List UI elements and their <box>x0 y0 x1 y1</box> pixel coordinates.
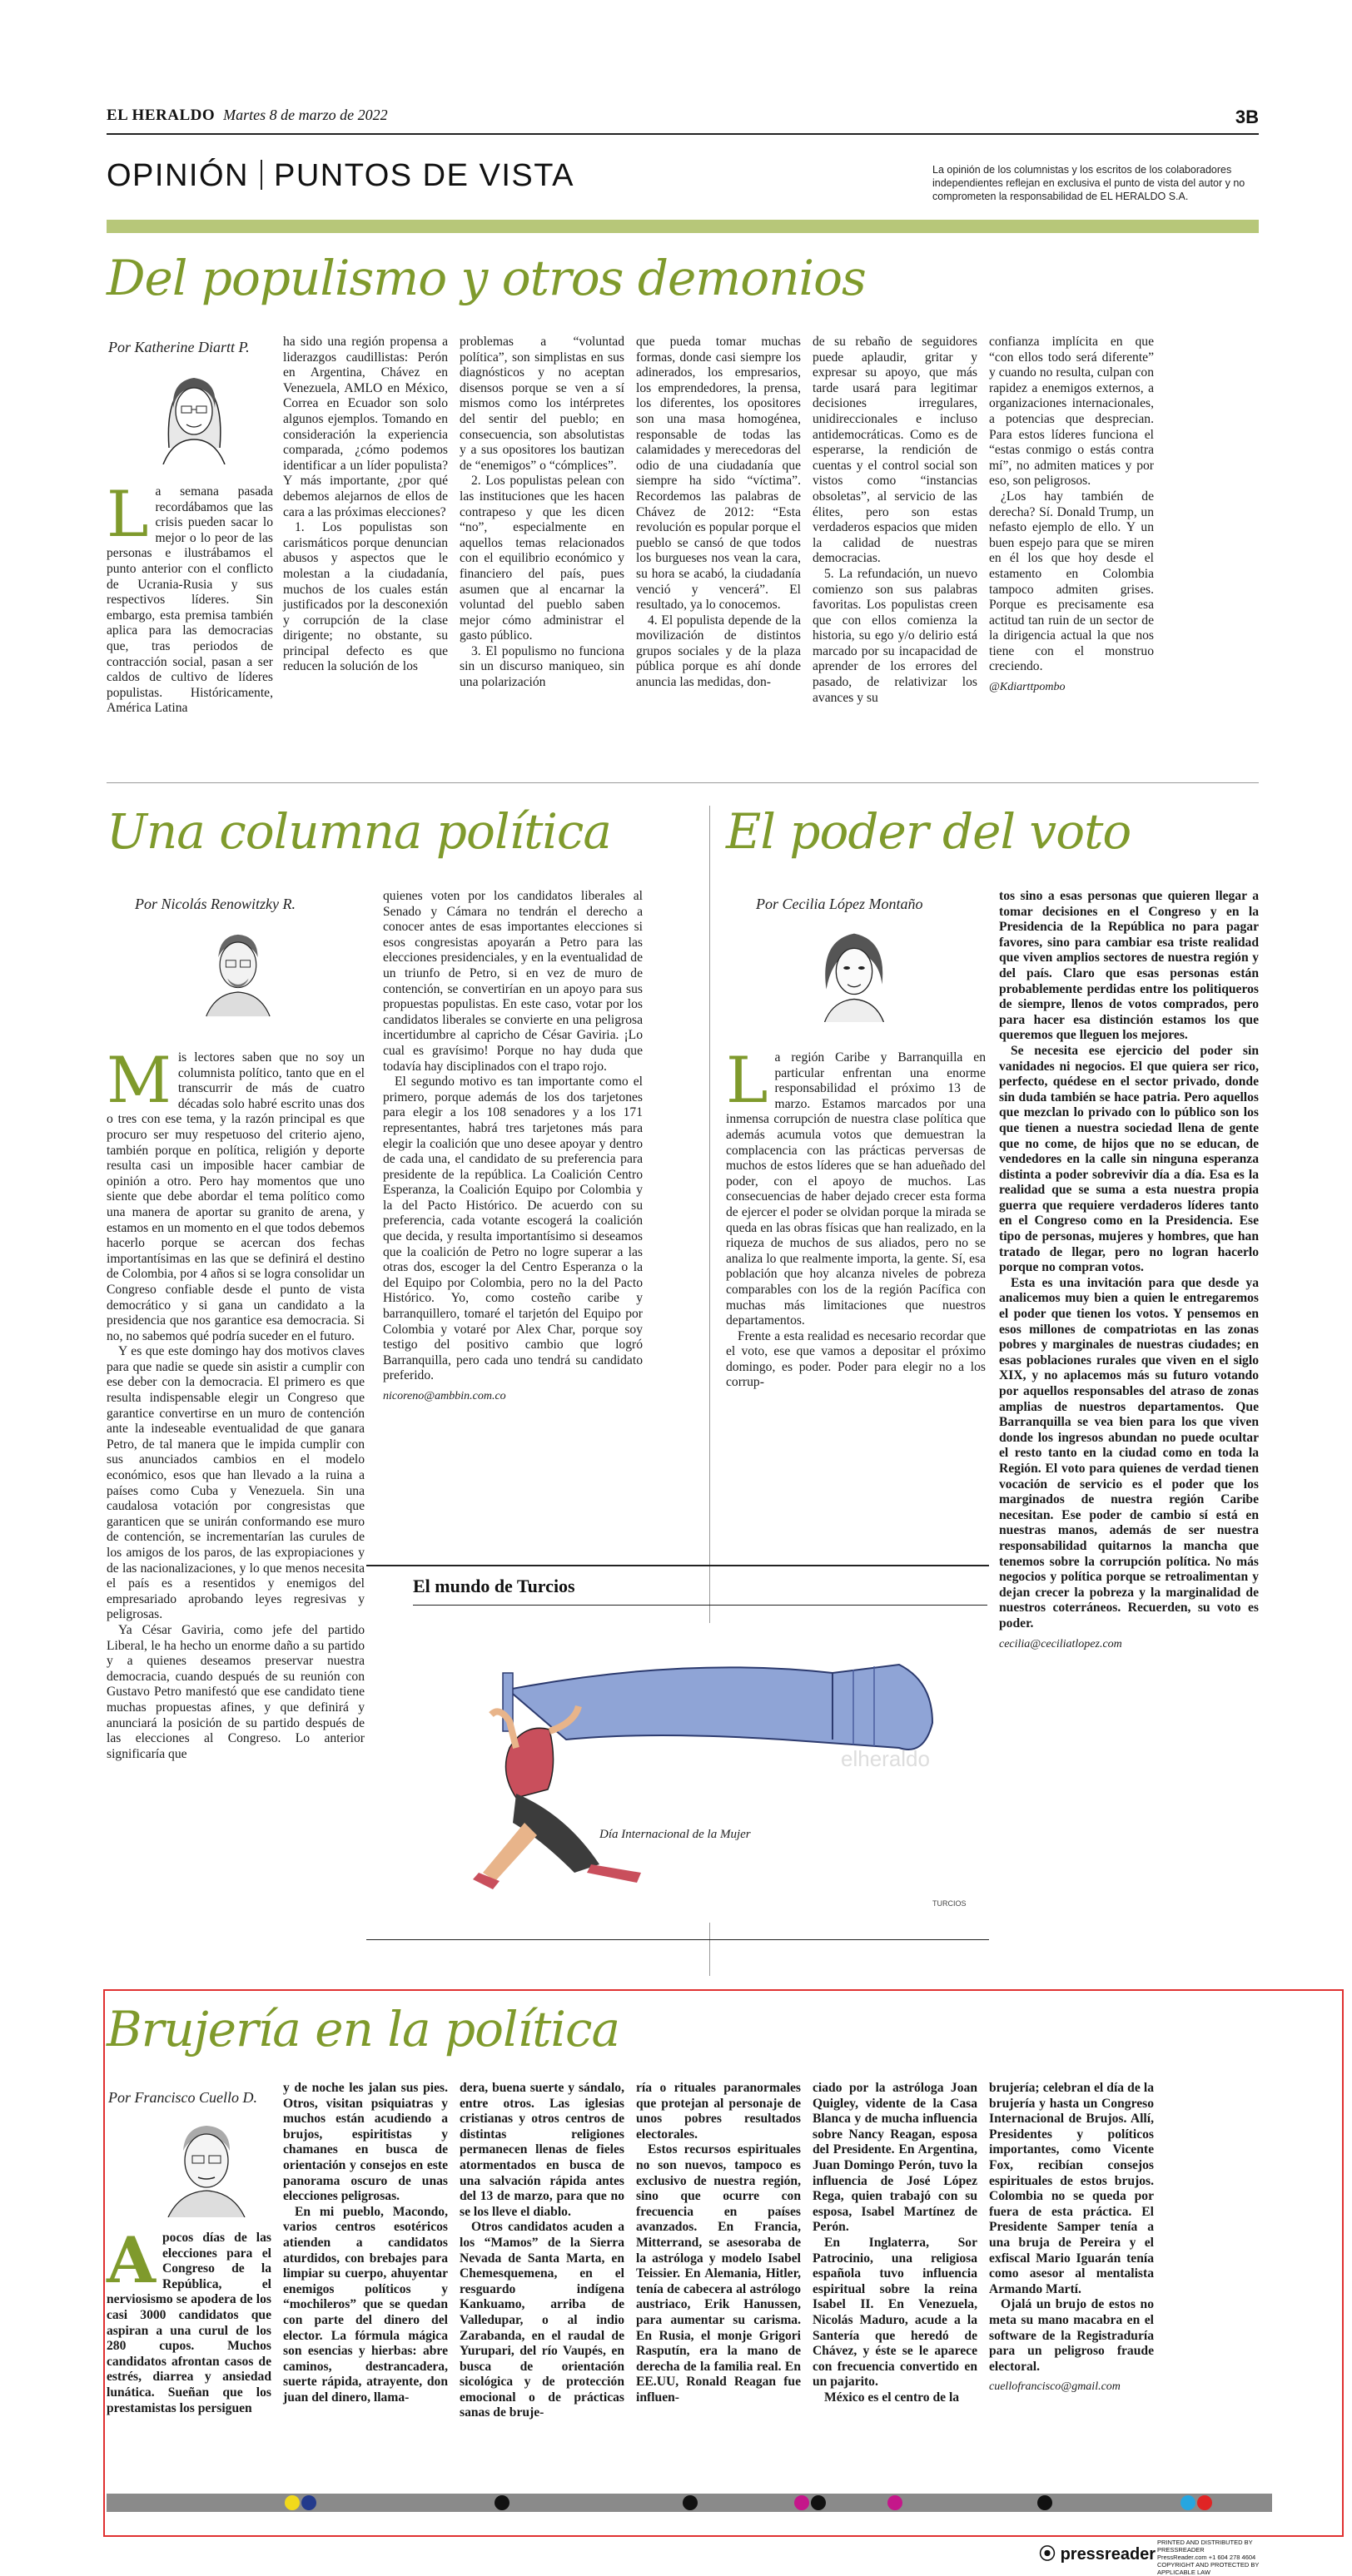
color-dot-black <box>1037 2495 1052 2510</box>
article4-column-1 <box>107 2223 271 2416</box>
article2-author-portrait <box>196 916 279 1019</box>
article4-column-4 <box>636 2081 801 2405</box>
article1-column-4 <box>636 335 801 691</box>
cartoon-watermark: elheraldo <box>841 1746 930 1771</box>
article1-column-2 <box>283 335 448 675</box>
article4-col-text <box>283 2081 448 2405</box>
article1-author-portrait <box>148 356 240 464</box>
article4-col-text: pocos días de las elecciones para el Congreso de la República, el nerviosismo se apodera de los casi 3000 candidatos que aspiran a una curul de los 280 cupos. Muchos candidatos afrontan casos de estrés, diarrea y ansiedad lunática. Sueñan que los prestamistas los persiguen <box>107 2231 271 2415</box>
article3-column-2 <box>999 889 1259 1652</box>
paragraph: Se necesita ese ejercicio del poder sin vanidades ni negocios. El que quiera ser rico, perfecto, quédese en el sector privado, donde sin duda también se hace patria. Pero aquellos que mezclan lo privado con lo público son los que tienen a nuestra sociedad llena de gente que no come, de hijos que no se educan, de vendedores en la calle sin ninguna esperanza distinta a poder sobrevivir día a día. Esa es la realidad que se suma a esta nuestra propia guerra que requiere verdaderos líderes tanto en el Congreso como en la Presidencia. Ese tipo de personas, mujeres y hombres, que han tratado de llegar, pero no logran hacerlo porque no compran votos. <box>999 1043 1259 1275</box>
article4-col-text <box>813 2081 977 2405</box>
paragraph: y de noche les jalan sus pies. Otros, visitan psiquiatras y muchos están acudiendo a brujos, espiritistas y chamanes en busca de orientación y consejos en este panorama oscuro de unas elecciones peligrosas. <box>283 2081 448 2204</box>
article3-col-text <box>999 889 1259 1632</box>
article4-signature: cuellofrancisco@gmail.com <box>989 2380 1121 2394</box>
pressreader-phone: PressReader.com +1 604 278 4604 <box>1157 2554 1256 2561</box>
color-dot-blue <box>301 2495 316 2510</box>
article4-column-3 <box>460 2081 624 2421</box>
pressreader-printed: PRINTED AND DISTRIBUTED BY PRESSREADER <box>1157 2539 1253 2554</box>
paragraph: ha sido una región propensa a liderazgos caudillistas: Perón en Argentina, Chávez en Venezuela, AMLO en México, Correa en Ecuador son solo algunos ejemplos. Tomando en consideración la experiencia comparada, ¿cómo podemos identificar a un líder populista? Y más importante, ¿por qué debemos alejarnos de ellos de cara a las próximas elecciones? <box>283 335 448 519</box>
paragraph: is lectores saben que no soy un columnista político, tanto que en el transcurrir de más de cuatro décadas solo habré escrito unas dos o tres con ese tema, y la razón principal es que procuro ser muy respetuoso del criterio ajeno, también porque en política, religión y deporte resulta casi un imposible hacer cambiar de opinión a otro. Pero hay momentos que uno siente que debe abordar el tema político como una manera de aportar su granito de arena, y estamos en un momento en el que todos debemos hacerlo porque se acercan dos fechas importantísimas en las que se definirá el destino de Colombia, por 4 años si se logra consolidar un Congreso confiable desde el punto de vista democrático y si gana un candidato a la presidencia que nos garantice esa democracia. Si no, no sabemos qué podría suceder en el futuro. <box>107 1050 365 1343</box>
section-divider <box>261 160 262 190</box>
paragraph: 5. La refundación, un nuevo comienzo son sus palabras favoritas. Los populistas creen que con ellos comienza la historia, su ego y/o delirio está marcado por su incapacidad de aprender de los errores del pasado, de relativizar los avances y su <box>813 566 977 705</box>
paragraph: 4. El populista depende de la movilización de distintos grupos sociales y de la plaza pública porque es ahí donde anuncia las medidas, don- <box>636 613 801 690</box>
color-dot-black <box>683 2495 698 2510</box>
article3-author-portrait <box>808 916 899 1022</box>
section-green-bar <box>107 220 1259 233</box>
article4-byline: Por Francisco Cuello D. <box>108 2089 257 2106</box>
paragraph: tos sino a esas personas que quieren llegar a tomar decisiones en el Congreso y en la Presidencia de la República no para pagar favores, sino para cambiar esa triste realidad que viven amplios sectores de nuestra región y del país. Claro que esas personas están probablemente perdidas entre los politiqueros de siempre, llenos de votos comprados, pero para hacer esa distinción estamos los que queremos que lleguen los mejores. <box>999 889 1259 1043</box>
article2-column-1 <box>107 1043 365 1762</box>
masthead <box>107 107 1259 135</box>
color-dot-magenta <box>794 2495 809 2510</box>
paragraph: ría o rituales paranormales que protejan al personaje de unos pobres resultados electorales. <box>636 2081 801 2142</box>
color-dot-black <box>495 2495 509 2510</box>
article2-signature: nicoreno@ambbin.com.co <box>383 1390 506 1402</box>
article4-column-6 <box>989 2081 1154 2395</box>
paragraph: 1. Los populistas son carismáticos porque denuncian abusos y aspectos que le molestan a la ciudadanía, muchos de los cuales están justificados por la desconexión y corrupción de la clase dirigente; no obstante, su principal defecto es que reducen la solución de los <box>283 520 448 674</box>
paragraph: brujería; celebran el día de la brujería y hasta un Congreso Internacional de Brujos. Allí, Presidentes y políticos importantes, como Vicente Fox, recibían consejos espirituales de estos brujos. Colombia no se queda por fuera de esta práctica. El Presidente Samper tenía a una bruja de Pereira y el exfiscal Mario Iguarán tenía como asesor al mentalista Armando Martí. <box>989 2081 1154 2296</box>
cartoon-caption: Día Internacional de la Mujer <box>599 1828 751 1841</box>
paragraph: Frente a esta realidad es necesario recordar que el voto, ese que vamos a depositar el próximo domingo, es poder. Poder para elegir no a los corrup- <box>726 1328 986 1390</box>
section-subname: PUNTOS DE VISTA <box>273 158 575 193</box>
paragraph: En mi pueblo, Macondo, varios centros esotéricos atienden a candidatos aturdidos, con brebajes para limpiar su cuerpo, ahuyentar enemigos políticos y “mochileros” que se quedan con parte del dinero del elector. La fórmula mágica son esencias y hierbas: abre caminos, destrancadera, suerte rápida, atrayente, don juan del dinero, llama- <box>283 2204 448 2405</box>
article2-title: Una columna política <box>107 803 611 860</box>
article1-column-1 <box>107 477 273 717</box>
article4-column-2 <box>283 2081 448 2405</box>
article4-col-text <box>460 2081 624 2421</box>
issue-date: Martes 8 de marzo de 2022 <box>223 107 388 123</box>
cartoon-top-rule <box>366 1565 989 1566</box>
paragraph: problemas a “voluntad política”, son simplistas en sus diagnósticos y no aceptan disensos porque se ven a sí mismos como los intérpretes del sentir del pueblo; en consecuencia, son absolutistas y a sus opositores los bautizan de “enemigos” o “cómplices”. <box>460 335 624 473</box>
masthead-rule <box>107 133 1259 135</box>
paragraph: quienes voten por los candidatos liberales al Senado y Cámara no tendrán el derecho a conocer antes de esas importantes elecciones si esos congresistas apoyarán a Petro para las elecciones presidenciales, y en la eventualidad de un triunfo de Petro, si en vez de muro de contención, se convertirían en un apoyo para sus propuestas populistas. En este caso, votar por los candidatos liberales se convierte en una peligrosa incertidumbre al capricho de César Gaviria. ¡Lo cual es gravísimo! Porque no hay duda que todavía hay disciplinados con el trapo rojo. <box>383 889 643 1074</box>
section-disclaimer: La opinión de los columnistas y los escritos de los colaboradores independientes reflejan en exclusiva el punto de vista del autor y no comprometen la responsabilidad de EL HERALDO S.A. <box>932 164 1245 202</box>
article2-col-text <box>383 889 643 1384</box>
article1-column-6 <box>989 335 1154 696</box>
article4-column-5 <box>813 2081 977 2405</box>
article1-col-text: a semana pasada recordábamos que las crisis pueden sacar lo mejor o lo peor de las personas e ilustrábamos el punto anterior con el conflicto de Ucrania-Rusia y sus respectivos líderes. Sin embargo, esta premisa también aplica para las democracias que, tras periodos de contracción social, pasan a ser caldos de cultivo de líderes populistas. Históricamente, América Latina <box>107 484 273 716</box>
color-dot-magenta <box>887 2495 902 2510</box>
pressreader-logo: ⦿ pressreader <box>1039 2545 1156 2564</box>
article2-column-2 <box>383 889 643 1405</box>
printer-color-bar <box>107 2494 1272 2512</box>
color-dot-cyan <box>1181 2495 1195 2510</box>
color-dot-yellow <box>285 2495 300 2510</box>
article4-title: Brujería en la política <box>107 2001 620 2057</box>
paragraph: En Inglaterra, Sor Patrocinio, una religiosa española tuvo influencia espiritual sobre la reina Isabel II. En Venezuela, Nicolás Maduro, acude a la Santería que heredó de Chávez, y éste se le aparece con frecuencia convertido en un pajarito. <box>813 2235 977 2390</box>
article3-byline: Por Cecilia López Montaño <box>756 896 923 912</box>
article4-col-text <box>989 2081 1154 2375</box>
article1-col-text <box>283 335 448 675</box>
paragraph: Estos recursos espirituales no son nuevos, tampoco es exclusivo de nuestra región, sino que ocurre con frecuencia en países avanzados. En Francia, Mitterrand, se asesoraba de la astróloga y modelo Isabel Teissier. En Alemania, Hitler, tenía de cabecera al astrólogo austriaco, Erik Hanussen, para aumentar su carisma. En Rusia, el monje Grigori Rasputín, era la mano de derecha de la familia real. En EE.UU, Ronald Reagan fue influen- <box>636 2142 801 2405</box>
article1-bottom-rule <box>107 782 1259 783</box>
article1-title: Del populismo y otros demonios <box>107 250 866 306</box>
article1-byline: Por Katherine Diartt P. <box>108 339 250 355</box>
color-dot-black <box>811 2495 826 2510</box>
paragraph: a región Caribe y Barranquilla en particular enfrentan una enorme responsabilidad el próximo 13 de marzo. Estamos marcados por una inmensa corrupción de nuestra clase política que además acumula votos que demuestran la complacencia con las prácticas perversas de muchos de estos líderes que se han adueñado del poder, con el apoyo de muchos. Las consecuencias de haber dejado crecer esta forma de ejercer el poder se olvidan porque la mirada se queda en las obras físicas que han realizado, en la riqueza de muchos de sus aliados, pero no se analiza lo que realmente importa, la gente. Sí, esa población que hoy alcanza niveles de pobreza comparables con los de la región Pacífica con muchas más limitaciones que nuestros departamentos. <box>726 1050 986 1328</box>
paragraph: Y es que este domingo hay dos motivos claves para que nadie se quede sin asistir a cumplir con ese deber con la democracia. El primero es que resulta indispensable elegir un Congreso que garantice convertirse en un muro de contención ante la indeseable eventualidad de que ganara Petro, de tal manera que le impida cumplir con sus anunciados cambios en el modelo económico, esos que han llevado a la ruina a países como Cuba y Venezuela. Sin una caudalosa votación por congresistas que garanticen que se unirán conformando ese muro de contención, se incrementarían las curules de los amigos de los paros, de las expropiaciones y de las nacionalizaciones, y lo que menos necesita el país es a resentidos y enemigos del empresariado aprobando leyes regresivas y peligrosas. <box>107 1344 365 1622</box>
article1-col-text <box>813 335 977 706</box>
article1-column-3 <box>460 335 624 691</box>
paragraph: confianza implícita en que “con ellos todo será diferente” y cuando no resulta, culpan con rapidez a enemigos externos, a organizaciones internacionales, a potencias que desprecian. Para estos líderes funciona el “estas conmigo o estás contra mí”, no admiten matices y por eso, son peligrosos. <box>989 335 1154 489</box>
cartoon-bottom-rule <box>366 1939 989 1940</box>
paragraph: México es el centro de la <box>824 2390 960 2405</box>
article4-col-text <box>636 2081 801 2405</box>
article3-signature: cecilia@ceciliatlopez.com <box>999 1637 1122 1650</box>
section-name: OPINIÓN <box>107 158 249 193</box>
section-header <box>107 158 574 194</box>
article1-col-text <box>989 335 1154 675</box>
article3-column-1 <box>726 1043 986 1391</box>
article3-title: El poder del voto <box>726 803 1131 860</box>
article1-col-text <box>460 335 624 691</box>
cartoon-illustration <box>433 1623 982 1923</box>
article2-byline: Por Nicolás Renowitzky R. <box>135 896 296 912</box>
paragraph: Ya César Gaviria, como jefe del partido Liberal, le ha hecho un enorme daño a su partido y a quienes deseamos preservar nuestra democracia, cuando después de su reunión con Gustavo Petro manifestó que ese candidato tiene muchas propuestas afines, y que definirá y anunciará la posición de su partido después de las elecciones al Congreso. Lo anterior significaría que <box>107 1622 365 1761</box>
page-number: 3B <box>1235 107 1259 127</box>
article3-dropcap: L <box>726 1043 768 1117</box>
paragraph: que pueda tomar muchas formas, donde casi siempre los adinerados, los empresarios, los emprendedores, la prensa, los diferentes, los opositores son una masa homogénea, responsable de todas las calamidades y merecedoras del odio de una ciudadanía que siempre ha sido “víctima”. Recordemos las palabras de Chávez de 2012: “Esta revolución es popular porque el pueblo se cansó de que todos los burgueses nos vean la cara, su hora se acabó, la ciudadanía venció y vencerá”. El resultado, ya lo conocemos. <box>636 335 801 613</box>
paragraph: 3. El populismo no funciona sin un discurso maniqueo, sin una polarización <box>460 643 624 690</box>
paragraph: Otros candidatos acuden a los “Mamos” de la Sierra Nevada de Santa Marta, en Chemesquemena, en el resguardo indígena Kankuamo, arriba de Valledupar, o al indio Zarabanda, en el raudal de Yurupari, del río Vaupés, en busca de orientación sicológica y de protección emocional o de prácticas sanas de bruje- <box>460 2220 624 2420</box>
paragraph: El segundo motivo es tan importante como el primero, porque además de los dos tarjetones para elegir a los 108 senadores y a los 171 representantes, habrá tres tarjetones más para elegir la coalición que uno desee apoyar y dentro de cada una, el candidato de su preferencia para presidente de la república. La Coalición Centro Esperanza, la Coalición Equipo por Colombia y la del Pacto Histórico. De acuerdo con su preferencia, cada votante escogerá la coalición que decida, y resulta importantísimo si deseamos que la coalición de Petro no logre superar a las otras dos, escoger la del Centro Esperanza o la del Equipo por Colombia, pero no la del Pacto Histórico. Yo, como costeño caribe y barranquillero, tomaré el tarjetón del Equipo por Colombia y votaré por Alex Char, porque soy testigo del positivo cambio que logró Barranquilla, pero cada uno tendrá su candidato preferido. <box>383 1075 643 1383</box>
cartoon-title-rule <box>413 1605 987 1606</box>
article2-col-text <box>107 1043 365 1762</box>
paragraph: Esta es una invitación para que desde ya analicemos muy bien a quien le entregaremos el poder que tienen los votos. Y pensemos en esos millones de compatriotas en las zonas pobres y marginales de nuestras ciudades; en esas poblaciones rurales que viven en el siglo XIX, y no aplacemos más su futuro votando por aquellos responsables del atraso de zonas amplias de nuestros departamentos. Que Barranquilla se vea bien para los que viven donde los ingresos abundan no puede ocultar el resto tanto en la ciudad como en toda la Región. El voto para quienes de verdad tienen vocación de servicio es el poder que los marginados de nuestra región Caribe necesitan. Ese poder de cambio sí está en nuestras manos, además de ser nuestra responsabilidad quitarnos la mancha que tenemos sobre la corrupción política. No más negocios y política porque se retroalimentan y dejan crecer la pobreza y la marginalidad de nuestros coterráneos. Recuerden, su voto es poder. <box>999 1275 1259 1630</box>
paragraph: Ojalá un brujo de estos no meta su mano macabra en el software de la Registraduría para un peligroso fraude electoral. <box>989 2297 1154 2374</box>
color-dot-red <box>1197 2495 1212 2510</box>
cartoon-artist-signature: TURCIOS <box>932 1899 967 1908</box>
pressreader-info <box>1157 2539 1290 2576</box>
paragraph: ciado por la astróloga Joan Quigley, vidente de la Casa Blanca y de mucha influencia sobre Nancy Reagan, esposa del Presidente. En Argentina, Juan Domingo Perón, tuvo la influencia de José López Rega, quien trabajó con su esposa, Isabel Martínez de Perón. <box>813 2081 977 2235</box>
paragraph: dera, buena suerte y sándalo, entre otros. Las iglesias cristianas y otros centros de distintas religiones permanecen llenas de fieles atormentados en busca de una salvación rápida antes del 13 de marzo, para que no se los lleve el diablo. <box>460 2081 624 2219</box>
paragraph: 2. Los populistas pelean con las instituciones que les hacen contrapeso y que les dicen “no”, especialmente en aquellos temas relacionados con el equilibrio económico y financiero del país, pues asumen que al encarnar la voluntad del pueblo saben mejor cómo administrar el gasto público. <box>460 474 624 643</box>
article4-dropcap: A <box>107 2223 156 2297</box>
cartoon-title: El mundo de Turcios <box>413 1576 575 1596</box>
article4-author-portrait <box>157 2109 255 2217</box>
pressreader-copyright: COPYRIGHT AND PROTECTED BY APPLICABLE LAW <box>1157 2561 1260 2576</box>
paragraph: de su rebaño de seguidores puede aplaudir, gritar y expresar su apoyo, que más tarde usará para legitimar decisiones irregulares, unidireccionales e incluso antidemocráticas. Como es de esperarse, la rendición de cuentas y el control social son vistos como “instancias obsoletas”, al servicio de las élites, pero son estas verdaderos espacios que miden la calidad de nuestras democracias. <box>813 335 977 566</box>
article1-column-5 <box>813 335 977 706</box>
article1-col-text <box>636 335 801 691</box>
article2-dropcap: M <box>107 1043 171 1117</box>
article1-dropcap: L <box>107 477 149 551</box>
pressreader-logo-text: pressreader <box>1060 2545 1156 2564</box>
paper-name: EL HERALDO <box>107 107 216 124</box>
paragraph: ¿Los hay también de derecha? Sí. Donald Trump, un nefasto ejemplo de ello. Y un buen espejo para que se miren en él los que hoy desde el estamento en Colombia tampoco admiten grises. Porque es precisamente esa actitud tan ruin de un sector de la dirigencia actual la que nos tiene con el monstruo creciendo. <box>989 489 1154 674</box>
article1-signature: @Kdiarttpombo <box>989 681 1066 694</box>
